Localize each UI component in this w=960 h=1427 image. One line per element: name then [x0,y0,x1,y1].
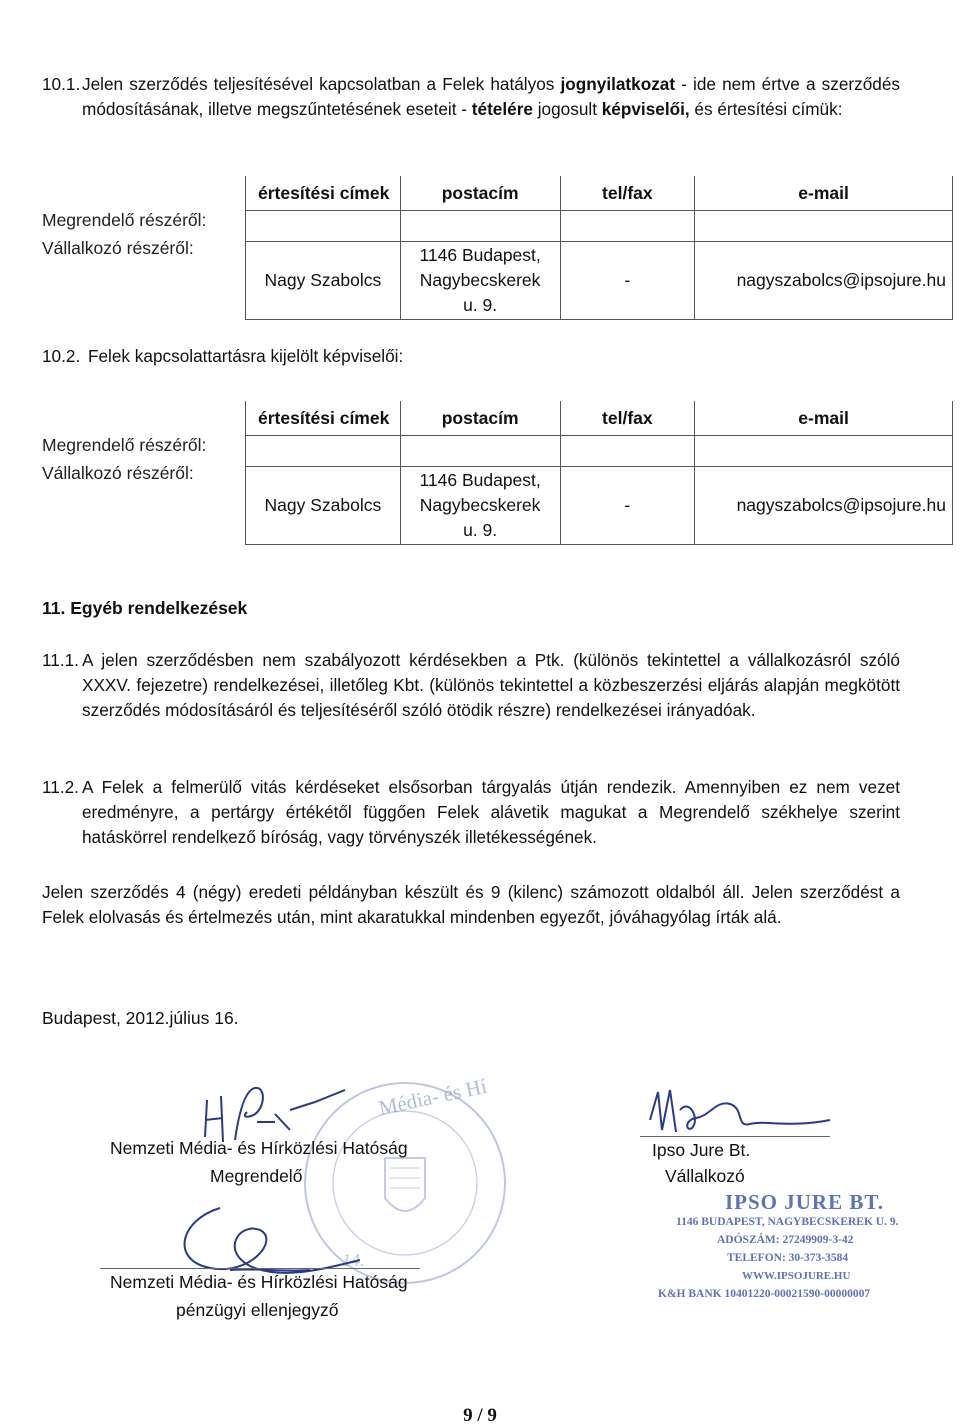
header-postacim: postacím [400,176,560,211]
table-row-vallalkozo [246,242,953,320]
contact-table-1 [245,176,953,320]
stamp-website: WWW.IPSOJURE.HU [742,1270,851,1282]
table-row-vallalkozo [246,467,953,545]
paragraph-text: A jelen szerződésben nem szabályozott kérdésekben a Ptk. (különös tekintettel a vállalkozásról szóló XXXV. fejezetre) rendelkezései, illetőleg Kbt. (különös tekintettel a közbeszerzési eljárás alapján megkötött szerződés módosításáról és teljesítéséről szóló ötödik részre) rendelkezései irányadóak. [82,650,900,720]
table-row-megrendelo [246,436,953,467]
table-cell [246,436,401,467]
row-label-vallalkozo: Vállalkozó részéről: [42,463,194,483]
contact-email: nagyszabolcs@ipsojure.hu [695,242,953,320]
bold-term: tételére [471,99,533,119]
text: Jelen szerződés teljesítésével kapcsolatban a Felek hatályos [82,74,561,94]
section-number: 11.1. [42,650,79,670]
header-email: e-mail [695,401,953,436]
signature-line [640,1136,830,1137]
place-date: Budapest, 2012.július 16. [42,1008,239,1028]
signer-org-megrendelo: Nemzeti Média- és Hírközlési Hatóság [110,1138,408,1158]
table-cell [400,211,560,242]
address-line: 1146 Budapest, [419,470,541,490]
table-cell [560,211,695,242]
row-label-megrendelo: Megrendelő részéről: [42,210,207,230]
table-header-row [246,401,953,436]
signer-role-ellenjegyzo: pénzügyi ellenjegyző [176,1300,339,1320]
text: és értesítési címük: [689,99,843,119]
contact-name: Nagy Szabolcs [246,467,401,545]
header-telfax: tel/fax [560,176,695,211]
signer-role-megrendelo: Megrendelő [210,1166,303,1186]
address-line: Nagybecskerek [419,495,541,515]
signer-org-vallalkozo: Ipso Jure Bt. [652,1140,751,1160]
address-line: u. 9. [463,295,498,315]
section-11-heading: 11. Egyéb rendelkezések [42,598,248,618]
row-label-vallalkozo: Vállalkozó részéről: [42,238,194,258]
text: - ide nem értve a szerződés módosításának, illetve megszűntetésének eseteit - [82,74,900,119]
table-cell [246,211,401,242]
row-label-megrendelo: Megrendelő részéről: [42,435,207,455]
text: jogosult [532,99,602,119]
address-line: u. 9. [463,520,498,540]
address-line: 1146 Budapest, [419,245,541,265]
section-number: 11.2. [42,777,79,797]
seal-text: Média- és Hí [376,1073,489,1121]
table-cell [695,436,953,467]
header-ertesitesi-cimek: értesítési címek [246,401,401,436]
signer-org-ellenjegyzo: Nemzeti Média- és Hírközlési Hatóság [110,1272,408,1292]
paragraph-text: A Felek a felmerülő vitás kérdéseket elsősorban tárgyalás útján rendezik. Amennyiben ez nem vezet eredményre, a pertárgy értékétől függően Felek alávetik magukat a Megrendelő székhelye szerint hatáskörrel rendelkező bíróság, vagy törvényszék illetékességének. [82,777,900,847]
contact-table-2 [245,401,953,545]
header-telfax: tel/fax [560,401,695,436]
table-row-megrendelo [246,211,953,242]
stamp-bank-account: K&H BANK 10401220-00021590-00000007 [658,1288,871,1300]
contact-address [400,467,560,545]
contact-address [400,242,560,320]
header-ertesitesi-cimek: értesítési címek [246,176,401,211]
contact-tel: - [560,467,695,545]
signer-role-vallalkozo: Vállalkozó [665,1166,745,1186]
header-email: e-mail [695,176,953,211]
stamp-phone: TELEFON: 30-373-3584 [727,1252,849,1264]
date-mark: 14. [342,1250,365,1270]
table-cell [695,211,953,242]
bold-term: képviselői, [601,99,690,119]
contact-email: nagyszabolcs@ipsojure.hu [695,467,953,545]
closing-paragraph: Jelen szerződés 4 (négy) eredeti példányban készült és 9 (kilenc) számozott oldalból áll. Jelen szerződést a Felek elolvasás és értelmezés után, mint akaratukkal mindenben egyezőt, jóváhagyólag írták alá. [42,882,900,927]
signature-line [100,1268,420,1269]
stamp-address: 1146 BUDAPEST, NAGYBECSKEREK U. 9. [676,1216,899,1228]
stamp-tax-number: ADÓSZÁM: 27249909-3-42 [717,1234,854,1246]
stamp-company-name: IPSO JURE BT. [725,1190,885,1214]
section-number: 10.1. [42,74,81,94]
header-postacim: postacím [400,401,560,436]
section-10-2 [42,346,403,367]
contact-tel: - [560,242,695,320]
section-number: 10.2. [42,346,81,366]
table-cell [400,436,560,467]
table-cell [560,436,695,467]
page-number: 9 / 9 [463,1405,497,1426]
contact-name: Nagy Szabolcs [246,242,401,320]
section-11-1 [42,648,900,723]
table-header-row [246,176,953,211]
text: Felek kapcsolattartásra kijelölt képviselői: [88,346,404,366]
section-10-1 [42,72,900,122]
bold-term: jognyilatkozat [560,74,676,94]
address-line: Nagybecskerek [419,270,541,290]
section-11-2 [42,775,900,850]
